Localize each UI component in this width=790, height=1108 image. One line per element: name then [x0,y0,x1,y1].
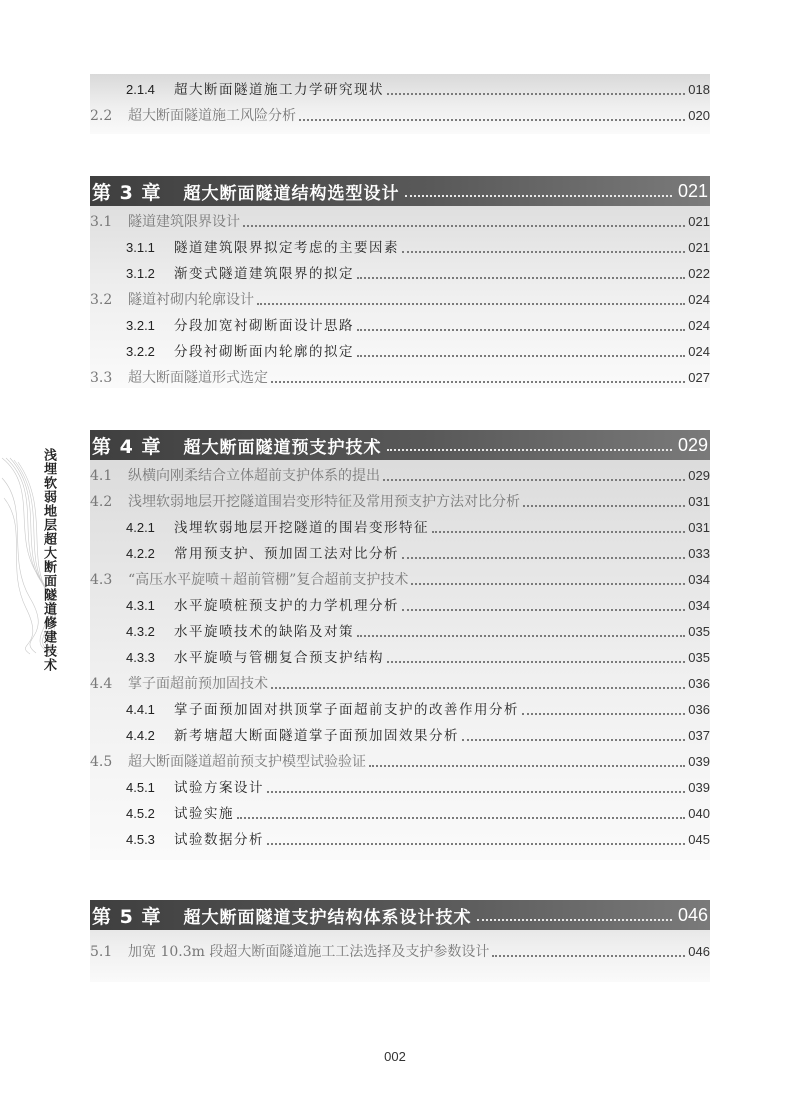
toc-entry-title: 浅埋软弱地层开挖隧道的围岩变形特征 [174,520,429,536]
toc-entry-title: “高压水平旋喷＋超前管棚”复合超前支护技术 [128,572,409,588]
toc-row[interactable] [90,936,710,962]
dot-leader [299,118,685,121]
dot-leader [432,530,685,533]
toc-row[interactable] [90,824,710,850]
toc-entry-title: 掌子面超前预加固技术 [128,676,268,692]
toc-entry-title: 隧道建筑限界设计 [128,214,240,230]
toc-row[interactable] [90,336,710,362]
toc-entry-number: 4.1 [90,468,113,484]
toc-entry-page: 031 [688,520,710,535]
toc-entry-number: 3.1.2 [126,266,155,281]
toc-entry-title: 纵横向刚柔结合立体超前支护体系的提出 [128,468,380,484]
toc-entry-page: 024 [688,344,710,359]
toc-entry-page: 024 [688,318,710,333]
dot-leader [267,790,685,793]
toc-entry-title: 试验数据分析 [174,832,264,848]
toc-entry-page: 018 [688,82,710,97]
dot-leader [523,504,685,507]
toc-entry-number: 4.2.2 [126,546,155,561]
toc-entry-title: 渐变式隧道建筑限界的拟定 [174,266,354,282]
toc-row[interactable] [90,590,710,616]
toc-entry-number: 3.1.1 [126,240,155,255]
toc-row[interactable] [90,206,710,232]
dot-leader [357,328,685,331]
dot-leader [357,354,685,357]
toc-row[interactable] [90,460,710,486]
toc-entry-number: 3.2.1 [126,318,155,333]
toc-entry-page: 035 [688,650,710,665]
dot-leader [522,712,685,715]
toc-entry-page: 039 [688,780,710,795]
toc-row[interactable] [90,616,710,642]
page-number: 002 [384,1049,406,1064]
dot-leader [411,582,685,585]
toc-entry-title: 超大断面隧道施工风险分析 [128,108,296,124]
toc-entry-number: 4.5.3 [126,832,155,847]
toc-entry-page: 024 [688,292,710,307]
dot-leader [387,448,672,451]
toc-block-ch3 [90,176,710,388]
toc-row[interactable] [90,746,710,772]
toc-entry-page: 034 [688,572,710,587]
dot-leader [267,842,685,845]
toc-entry-title: 隧道建筑限界拟定考虑的主要因素 [174,240,399,256]
toc-entry-title: 浅埋软弱地层开挖隧道围岩变形特征及常用预支护方法对比分析 [128,494,520,510]
toc-entry-page: 029 [688,468,710,483]
spine-book-title: 浅埋软弱地层超大断面隧道修建技术 [41,448,56,672]
toc-entry-page: 039 [688,754,710,769]
toc-entry-number: 4.4 [90,676,113,692]
toc-row[interactable] [90,512,710,538]
table-of-contents [90,74,710,982]
toc-row[interactable] [90,310,710,336]
toc-entry-number: 3.2.2 [126,344,155,359]
toc-row[interactable] [90,100,710,126]
toc-entry-page: 027 [688,370,710,385]
toc-entry-number: 4.5 [90,754,113,770]
toc-entry-page: 037 [688,728,710,743]
dot-leader [383,478,685,481]
toc-entry-title: 水平旋喷技术的缺陷及对策 [174,624,354,640]
toc-entry-page: 034 [688,598,710,613]
toc-entry-number: 4.3 [90,572,113,588]
toc-entry-title: 掌子面预加固对拱顶掌子面超前支护的改善作用分析 [174,702,519,718]
dot-leader [492,954,685,957]
toc-entry-number: 4.5.1 [126,780,155,795]
toc-entry-title: 分段衬砌断面内轮廓的拟定 [174,344,354,360]
toc-row[interactable] [90,538,710,564]
toc-entry-number: 4.2 [90,494,113,510]
toc-entry-number: 2.2 [90,108,113,124]
dot-leader [243,224,685,227]
toc-entry-title: 加宽 10.3m 段超大断面隧道施工工法选择及支护参数设计 [128,944,490,960]
dot-leader [271,380,685,383]
dot-leader [357,276,685,279]
dot-leader [271,686,685,689]
dot-leader [477,918,672,921]
toc-entry-title: 超大断面隧道形式选定 [128,370,268,386]
toc-entry-page: 021 [688,240,710,255]
chapter-heading[interactable]: 第 5 章 超大断面隧道支护结构体系设计技术 046 [90,900,710,930]
chapter-heading[interactable]: 第 4 章 超大断面隧道预支护技术 029 [90,430,710,460]
toc-entry-page: 031 [688,494,710,509]
toc-entry-page: 020 [688,108,710,123]
toc-entry-page: 033 [688,546,710,561]
dot-leader [369,764,685,767]
toc-entry-number: 4.3.3 [126,650,155,665]
toc-entry-number: 4.2.1 [126,520,155,535]
toc-entry-title: 新考塘超大断面隧道掌子面预加固效果分析 [174,728,459,744]
toc-entry-title: 水平旋喷桩预支护的力学机理分析 [174,598,399,614]
toc-entry-page: 036 [688,702,710,717]
toc-entry-title: 超大断面隧道施工力学研究现状 [174,82,384,98]
toc-block-ch2-tail [90,74,710,134]
toc-entry-number: 4.3.1 [126,598,155,613]
toc-entry-page: 036 [688,676,710,691]
toc-row[interactable] [90,798,710,824]
dot-leader [405,194,672,197]
toc-entry-number: 4.5.2 [126,806,155,821]
toc-row[interactable] [90,642,710,668]
toc-entry-number: 4.4.1 [126,702,155,717]
toc-entry-title: 试验方案设计 [174,780,264,796]
toc-entry-title: 分段加宽衬砌断面设计思路 [174,318,354,334]
toc-entry-number: 4.4.2 [126,728,155,743]
toc-entry-page: 021 [688,214,710,229]
dot-leader [387,660,685,663]
toc-row[interactable] [90,362,710,388]
toc-entry-title: 隧道衬砌内轮廓设计 [128,292,254,308]
toc-row[interactable] [90,284,710,310]
toc-entry-number: 3.2 [90,292,113,308]
toc-block-ch4 [90,430,710,860]
dot-leader [462,738,685,741]
toc-entry-title: 常用预支护、预加固工法对比分析 [174,546,399,562]
toc-entry-page: 022 [688,266,710,281]
toc-entry-number: 4.3.2 [126,624,155,639]
dot-leader [402,608,685,611]
toc-row[interactable] [90,694,710,720]
toc-entry-number: 2.1.4 [126,82,155,97]
toc-entry-page: 035 [688,624,710,639]
toc-block-ch5 [90,900,710,982]
dot-leader [402,250,685,253]
toc-entry-page: 045 [688,832,710,847]
toc-entry-number: 3.1 [90,214,113,230]
dot-leader [402,556,685,559]
toc-row[interactable] [90,720,710,746]
toc-row[interactable] [90,258,710,284]
toc-row[interactable] [90,772,710,798]
toc-row[interactable] [90,74,710,100]
dot-leader [387,92,685,95]
toc-row[interactable] [90,486,710,512]
toc-row[interactable] [90,564,710,590]
toc-entry-title: 超大断面隧道超前预支护模型试验验证 [128,754,366,770]
toc-entry-page: 040 [688,806,710,821]
dot-leader [357,634,685,637]
chapter-heading[interactable]: 第 3 章 超大断面隧道结构选型设计 021 [90,176,710,206]
toc-row[interactable] [90,668,710,694]
toc-entry-number: 5.1 [90,944,113,960]
toc-row[interactable] [90,232,710,258]
toc-entry-title: 试验实施 [174,806,234,822]
dot-leader [237,816,685,819]
dot-leader [257,302,685,305]
toc-entry-title: 水平旋喷与管棚复合预支护结构 [174,650,384,666]
toc-entry-number: 3.3 [90,370,113,386]
toc-entry-page: 046 [688,944,710,959]
